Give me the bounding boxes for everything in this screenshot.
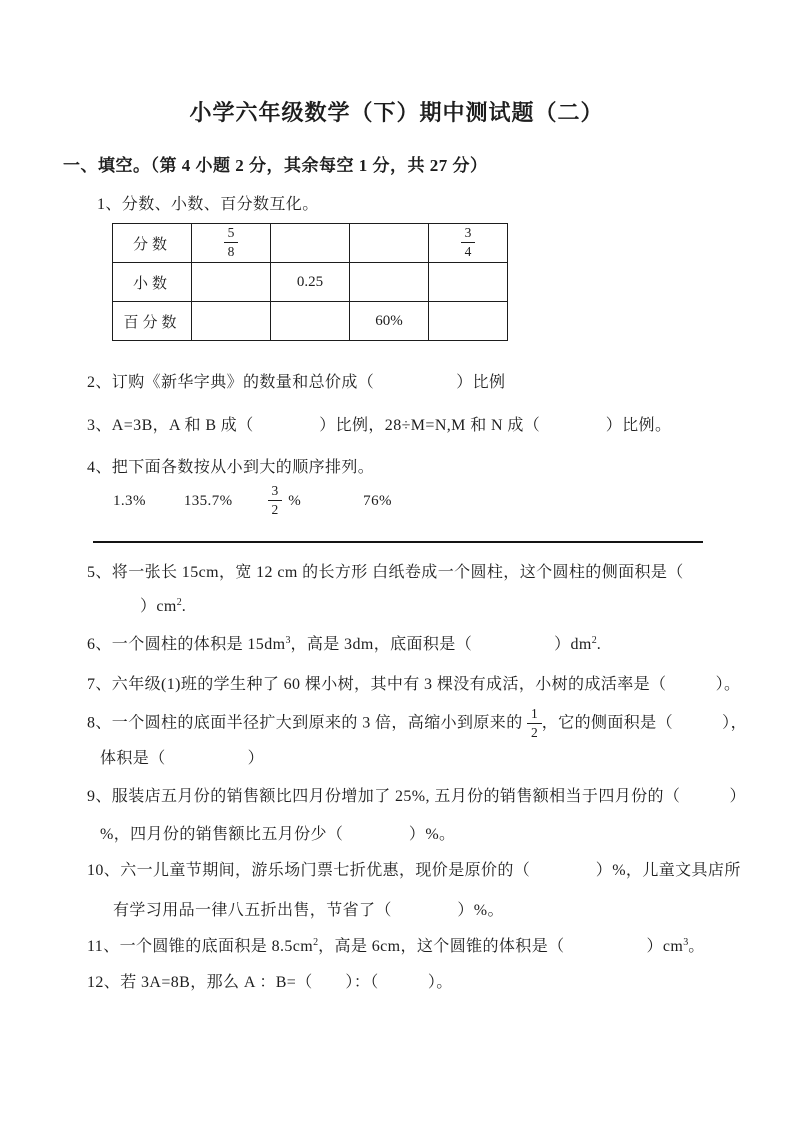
question-10-line1: 10、六一儿童节期间，游乐场门票七折优惠，现价是原价的（ ）%，儿童文具店所	[87, 862, 741, 880]
question-11: 11、一个圆锥的底面积是 $8.5cm^2$，高是 6cm，这个圆锥的体积是（ ）$cm^3$。	[87, 937, 705, 956]
superscript-2: 2	[313, 937, 319, 949]
table-row-decimal	[113, 263, 508, 302]
section-divider	[93, 541, 703, 543]
question-1-label: 1、分数、小数、百分数互化。	[97, 196, 319, 213]
conversion-table	[112, 223, 508, 341]
row-header-fraction: 分数	[113, 224, 192, 263]
question-2: 2、订购《新华字典》的数量和总价成（ ）比例	[87, 374, 506, 391]
table-cell-blank	[429, 263, 508, 302]
superscript-2: 2	[591, 635, 597, 646]
table-cell-fraction-5-8	[192, 224, 271, 263]
question-4: 4、把下面各数按从小到大的顺序排列。	[87, 459, 375, 476]
table-cell-decimal: 0.25	[271, 263, 350, 302]
row-header-percent: 百分数	[113, 302, 192, 341]
table-cell-blank	[429, 302, 508, 341]
fraction-3-4: $\frac{3}{4}$	[461, 225, 476, 259]
question-8-line1: 8、一个圆柱的底面半径扩大到原来的 3 倍，高缩小到原来的 $\frac{1}{2}$ ，它的侧面积是（ ），	[87, 706, 747, 740]
table-cell-blank	[271, 302, 350, 341]
value-4: 76%	[363, 492, 392, 509]
question-9-line1: 9、服装店五月份的销售额比四月份增加了 25%, 五月份的销售额相当于四月份的（ ）	[87, 788, 746, 806]
fraction-1-2: $\frac{1}{2}$	[527, 706, 542, 740]
question-4-number-list	[113, 483, 793, 519]
question-8-line2: 体积是（ ）	[100, 750, 265, 768]
value-2: 135.7%	[183, 492, 233, 509]
superscript-3: 3	[285, 635, 291, 646]
question-10-line2: 有学习用品一律八五折出售，节省了（ ）%。	[113, 902, 504, 920]
table-cell-percent: 60%	[350, 302, 429, 341]
fraction-3-2: $\frac{3}{2}$	[268, 483, 283, 517]
table-row-percent	[113, 302, 508, 341]
question-9-line2: %，四月份的销售额比五月份少（ ）%。	[100, 826, 456, 844]
superscript-3: 3	[683, 937, 689, 949]
question-6: 6、一个圆柱的体积是 $15dm^3$，高是 3dm，底面积是（ ）$dm^2$.	[87, 635, 602, 653]
table-cell-fraction-3-4	[429, 224, 508, 263]
value-1: 1.3%	[113, 492, 146, 509]
table-cell-blank	[192, 263, 271, 302]
fraction-5-8: $\frac{5}{8}$	[224, 225, 239, 259]
table-cell-blank	[192, 302, 271, 341]
page-title: 小学六年级数学（下）期中测试题（二）	[189, 100, 604, 125]
table-cell-blank	[350, 263, 429, 302]
question-3: 3、A=3B，A 和 B 成（ ）比例，28÷M=N,M 和 N 成（ ）比例。	[87, 417, 672, 434]
question-7: 7、六年级(1)班的学生种了 60 棵小树，其中有 3 棵没有成活，小树的成活率是（ ）。	[87, 676, 741, 693]
row-header-decimal: 小数	[113, 263, 192, 302]
percent-sign: %	[288, 492, 302, 509]
superscript-2: 2	[176, 597, 182, 608]
question-5-line1: 5、将一张长 15cm，宽 12 cm 的长方形 白纸卷成一个圆柱，这个圆柱的侧面积是（	[87, 564, 684, 581]
question-12: 12、若 3A=8B，那么 A ：B=（ ）：（ ）。	[87, 974, 453, 992]
question-5-line2: ）$cm^2$.	[140, 597, 187, 615]
section-heading: 一、填空。（第 4 小题 2 分，其余每空 1 分，共 27 分）	[63, 156, 488, 175]
table-row-fraction	[113, 224, 508, 263]
table-cell-blank	[271, 224, 350, 263]
table-cell-blank	[350, 224, 429, 263]
